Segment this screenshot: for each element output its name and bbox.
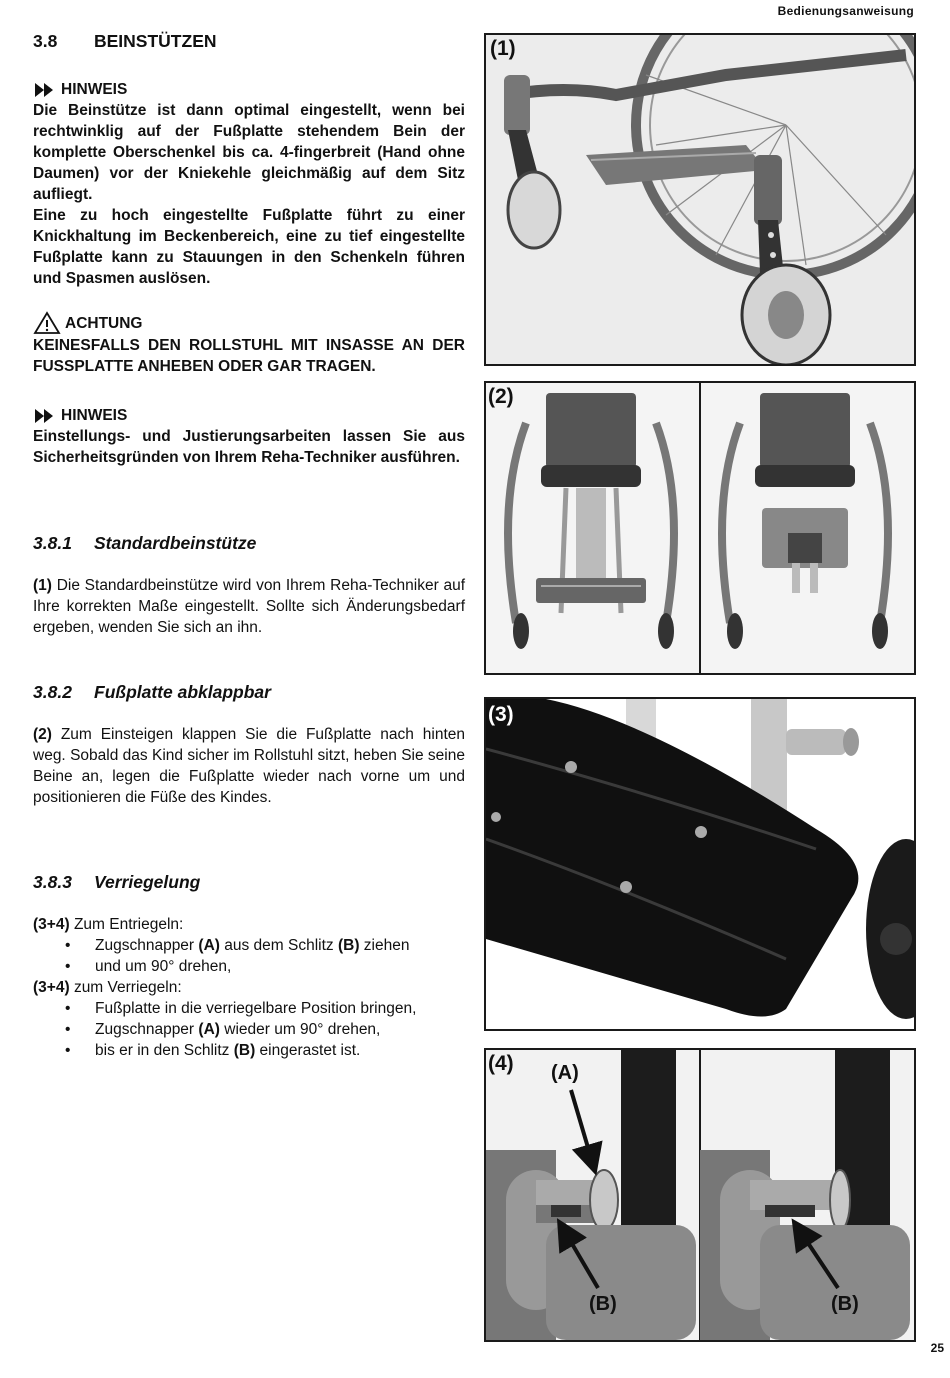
- list-item: [33, 1019, 465, 1040]
- note-paragraph: Eine zu hoch eingestellte Fußplatte führt zu einer Knickhaltung im Beckenbereich, eine zu tief eingestellte Fußplatte kann zu Stauungen in den Schenkeln führen und Spasmen auslösen.: [33, 207, 465, 287]
- step-text: Fußplatte in die verriegelbare Position bringen,: [95, 1000, 417, 1017]
- double-arrow-icon: [33, 82, 57, 98]
- wheelchair-front-views-illustration: [486, 383, 914, 673]
- figure-3-footplate-closeup-photo: [484, 697, 916, 1031]
- subsection-heading-3-8-3: [33, 872, 465, 893]
- step-text: aus dem Schlitz: [219, 937, 338, 954]
- body-text: Die Standardbeinstütze wird von Ihrem Reha-Techniker auf Ihre korrekten Maße eingestellt. Sollte sich Änderungsbedarf ergeben, wenden Sie sich an ihn.: [33, 577, 465, 636]
- running-header: Bedienungsanweisung: [777, 4, 914, 18]
- step-text: Zugschnapper: [95, 1021, 199, 1038]
- double-arrow-icon: [33, 408, 57, 424]
- note-paragraph: Die Beinstütze ist dann optimal eingestellt, wenn bei rechtwinklig auf der Fußplatte stehendem Bein der komplette Oberschenkel bis ca. 4-fingerbreit (Hand ohne Daumen) vor der Kniekehle gleichmäßig auf dem Sitz aufliegt.: [33, 102, 465, 203]
- figure-reference: (3+4): [33, 916, 70, 933]
- subsection-heading-3-8-2: [33, 682, 465, 703]
- figure-label: (4): [488, 1052, 514, 1075]
- subsection-title: Fußplatte abklappbar: [94, 682, 271, 702]
- step-text: und um 90° drehen,: [95, 958, 232, 975]
- body-text: Zum Entriegeln:: [73, 916, 184, 933]
- step-text: bis er in den Schlitz: [95, 1042, 234, 1059]
- figure-2-flip-up-footplate-photo: [484, 381, 916, 675]
- figure-4-lock-mechanism-photo: [484, 1048, 916, 1342]
- subsection-heading-3-8-1: [33, 533, 465, 554]
- note-text: Einstellungs- und Justierungsarbeiten lassen Sie aus Sicherheitsgründen von Ihrem Reha-Techniker ausführen.: [33, 428, 465, 466]
- list-item: [33, 935, 465, 956]
- step-text: Zugschnapper: [95, 937, 199, 954]
- page-number: 25: [930, 1341, 944, 1355]
- callout-ref: (A): [198, 1021, 220, 1038]
- warning-triangle-icon: [33, 311, 61, 335]
- note-label: HINWEIS: [61, 407, 128, 424]
- callout-ref: (B): [337, 937, 360, 954]
- list-item: [33, 998, 465, 1019]
- unlock-steps: [33, 935, 465, 977]
- figure-reference: (3+4): [33, 979, 70, 996]
- step-text: eingerastet ist.: [255, 1042, 361, 1059]
- note-heading: [33, 79, 465, 100]
- section-title: BEINSTÜTZEN: [94, 31, 217, 51]
- subsection-number: 3.8.3: [33, 872, 72, 892]
- warning-achtung: [33, 311, 465, 377]
- figure-label: (3): [488, 703, 514, 726]
- callout-a-label: (A): [551, 1062, 579, 1084]
- section-number: 3.8: [33, 31, 58, 51]
- subsection-body: [33, 914, 465, 1061]
- figure-reference: (2): [33, 726, 52, 743]
- callout-ref: (B): [233, 1042, 256, 1059]
- subsection-title: Verriegelung: [94, 872, 201, 892]
- list-item: [33, 1040, 465, 1061]
- callout-b-label: (B): [589, 1293, 617, 1315]
- subsection-title: Standardbeinstütze: [94, 533, 257, 553]
- note-heading: [33, 405, 465, 426]
- section-heading: [33, 31, 465, 52]
- subsection-number: 3.8.1: [33, 533, 72, 553]
- unlock-intro: [33, 914, 465, 935]
- note-label: HINWEIS: [61, 81, 128, 98]
- wheelchair-front-legrest-illustration: [486, 35, 914, 364]
- footplate-closeup-illustration: [486, 699, 914, 1029]
- lock-steps: [33, 998, 465, 1061]
- figure-reference: (1): [33, 577, 52, 594]
- subsection-number: 3.8.2: [33, 682, 72, 702]
- note-hinweis-1: [33, 79, 465, 289]
- warning-heading: [33, 311, 465, 335]
- step-text: ziehen: [359, 937, 410, 954]
- figure-1-standard-legrest-photo: [484, 33, 916, 366]
- note-hinweis-2: [33, 405, 465, 468]
- lock-intro: [33, 977, 465, 998]
- step-text: wieder um 90° drehen,: [219, 1021, 381, 1038]
- body-text: zum Verriegeln:: [73, 979, 182, 996]
- warning-label: ACHTUNG: [65, 314, 143, 332]
- body-text: Zum Einsteigen klappen Sie die Fußplatte nach hinten weg. Sobald das Kind sicher im Rollstuhl sitzt, heben Sie seine Beine an, legen die Fußplatte wieder nach vorne um und positionieren die Füße des Kindes.: [33, 726, 465, 806]
- callout-ref: (A): [198, 937, 220, 954]
- list-item: [33, 956, 465, 977]
- figure-label: (1): [490, 37, 516, 60]
- figure-label: (2): [488, 385, 514, 408]
- warning-text: KEINESFALLS DEN ROLLSTUHL MIT INSASSE AN DER FUSSPLATTE ANHEBEN ODER GAR TRAGEN.: [33, 337, 465, 375]
- subsection-body: [33, 724, 465, 808]
- subsection-body: [33, 575, 465, 638]
- callout-b-label: (B): [831, 1293, 859, 1315]
